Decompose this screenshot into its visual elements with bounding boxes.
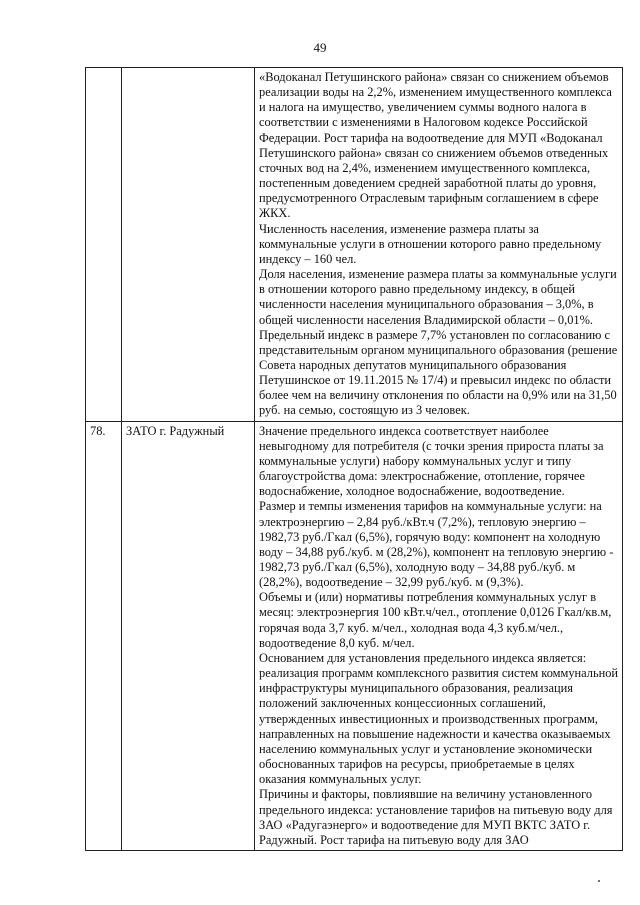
table-row bbox=[86, 421, 623, 850]
scan-speck bbox=[598, 880, 600, 882]
paragraph: Доля населения, изменение размера платы за коммунальные услуги в отношении которого равно предельному индексу, в общей численности населения муниципального образования – 3,0%, в общей численности населения Владимирской области – 0,01%. bbox=[259, 267, 617, 327]
municipality-cell bbox=[122, 68, 255, 422]
paragraph: «Водоканал Петушинского района» связан со снижением объемов реализации воды на 2,2%, изменением имущественного комплекса и налога на имущество, увеличением суммы водного налога в соответствии с изменениями в Налоговом кодексе Российской Федерации. Рост тарифа на водоотведение для МУП «Водоканал Петушинского района» связан со снижением объемов отведенных сточных вод на 2,4%, изменением имущественного комплекса, постепенным доведением средней заработной платы до уровня, предусмотренного Отраслевым тарифным соглашением в сфере ЖКХ. bbox=[259, 70, 612, 221]
municipality-cell: ЗАТО г. Радужный bbox=[122, 421, 255, 850]
paragraph: Размер и темпы изменения тарифов на коммунальные услуги: на электроэнергию – 2,84 руб./кВт.ч (7,2%), тепловую энергию – 1982,73 руб./Гкал (6,5%), горячую воду: компонент на холодную воду – 34,88 руб./куб. м (28,2%), компонент на тепловую энергию - 1982,73 руб./Гкал (6,5%), холодную воду – 34,88 руб./куб. м (28,2%), водоотведение – 32,99 руб./куб. м (9,3%). bbox=[259, 499, 614, 590]
description-cell bbox=[255, 68, 623, 422]
paragraph: Предельный индекс в размере 7,7% установлен по согласованию с представительным органом муниципального образования (решение Совета народных депутатов муниципального образования Петушинское от 19.11.2015 № 17/4) и превысил индекс по области более чем на величину отклонения по области на 0,9% или на 31,50 руб. на семью, состоящую из 3 человек. bbox=[259, 327, 618, 418]
table-row bbox=[86, 68, 623, 422]
paragraph: Основанием для установления предельного индекса является: реализация программ комплексного развития систем коммунальной инфраструктуры муниципального образования, реализация положений заключенных концессионных соглашений, утвержденных инвестиционных и производственных программ, направленных на повышение надежности и качества оказываемых населению коммунальных услуг и установление экономически обоснованных тарифов на ресурсы, приобретаемые в целях оказания коммунальных услуг. bbox=[259, 650, 619, 787]
tariff-table bbox=[85, 67, 623, 851]
paragraph: Численность населения, изменение размера платы за коммунальные услуги в отношении которого равно предельному индексу – 160 чел. bbox=[259, 221, 602, 266]
paragraph: Значение предельного индекса соответствует наиболее невыгодному для потребителя (с точки зрения прироста платы за коммунальные услуги) набору коммунальных услуг и типу благоустройства дома: электроснабжение, отопление, горячее водоснабжение, холодное водоснабжение, водоотведение. bbox=[259, 423, 604, 499]
page-number: 49 bbox=[313, 40, 327, 55]
paragraph: Объемы и (или) нормативы потребления коммунальных услуг в месяц: электроэнергия 100 кВт.ч/чел., отопление 0,0126 Гкал/кв.м, горячая вода 3,7 куб. м/чел., холодная вода 4,3 куб.м/чел., водоотведение 8,0 куб. м/чел. bbox=[259, 590, 612, 650]
row-number-cell: 78. bbox=[86, 421, 122, 850]
paragraph: Причины и факторы, повлиявшие на величину установленного предельного индекса: установление тарифов на питьевую воду для ЗАО «Радугаэнерго» и водоотведение для МУП ВКТС ЗАТО г. Радужный. Рост тарифа на питьевую воду для ЗАО bbox=[259, 787, 613, 847]
row-number-cell bbox=[86, 68, 122, 422]
description-cell bbox=[255, 421, 623, 850]
